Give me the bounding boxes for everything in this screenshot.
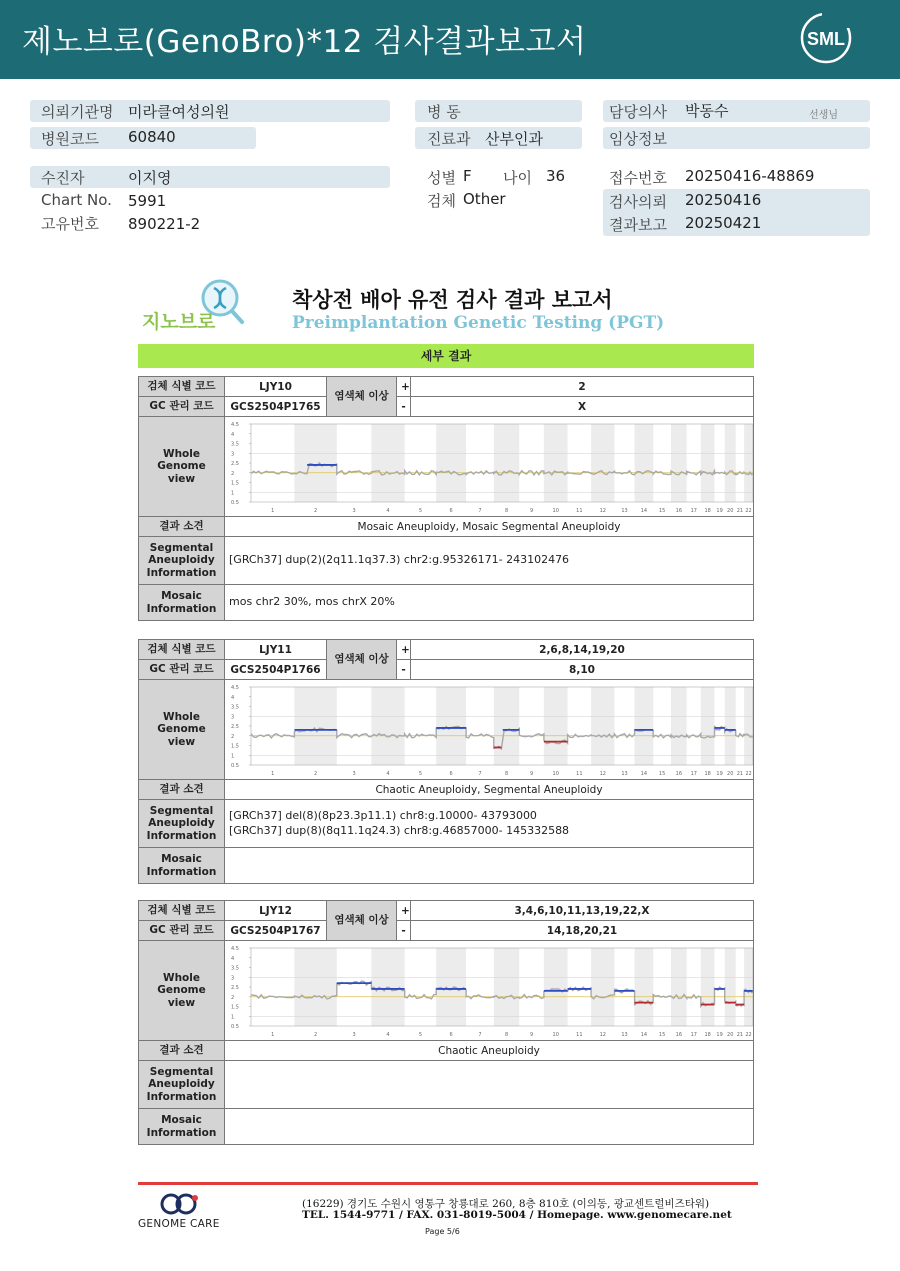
x-tick-label: 21 [736,770,744,777]
x-tick-label: 16 [675,770,683,777]
y-tick-label: 2 [231,470,235,477]
y-tick-label: 3.5 [231,441,239,447]
y-tick-label: 4.5 [231,945,239,952]
chromosome-band [671,687,687,765]
findings-label: 결과 소견 [139,780,225,800]
gain-sign: + [397,640,411,660]
x-tick-label: 15 [658,770,666,777]
doctor-value: 박동수 [685,102,729,120]
genome-chart [229,683,753,777]
chromosome-band [436,424,466,502]
x-tick-label: 10 [552,770,559,777]
y-tick-label: 4 [231,694,235,701]
chromosome-band [494,424,519,502]
doctor-suffix: 선생님 [809,110,838,121]
gc-code-label: GC 관리 코드 [139,397,225,417]
x-tick-label: 19 [716,770,723,777]
specimen-code-value: LJY12 [225,901,327,921]
whole-genome-view-label: Whole Genome view [139,680,225,780]
section-detail-results: 세부 결과 [138,344,754,368]
chromosome-band [591,948,614,1026]
chromosome-band [635,948,654,1026]
report-title: 제노브로(GenoBro)*12 검사결과보고서 [22,24,587,60]
x-tick-label: 11 [576,507,583,514]
loss-chromosomes: 14,18,20,21 [411,921,754,941]
x-tick-label: 4 [386,507,390,514]
footer-contact: TEL. 1544-9771 / FAX. 031-8019-5004 / Homepage. www.genomecare.net [302,1209,732,1221]
hospital-code-label: 병원코드 [41,130,99,148]
chromosome-band [544,424,568,502]
specimen-value: Other [463,190,506,208]
mosaic-information-value [225,848,754,884]
y-tick-label: 4 [231,955,235,962]
chromosome-band [725,948,736,1026]
gain-chromosomes: 3,4,6,10,11,13,19,22,X [411,901,754,921]
findings-value: Mosaic Aneuploidy, Mosaic Segmental Aneuploidy [225,517,754,537]
x-tick-label: 13 [621,507,628,514]
gain-chromosomes: 2,6,8,14,19,20 [411,640,754,660]
y-tick-label: 1.5 [231,743,239,749]
x-tick-label: 5 [418,507,423,514]
x-tick-label: 18 [704,1031,711,1038]
whole-genome-view-label: Whole Genome view [139,417,225,517]
x-tick-label: 18 [704,770,711,777]
y-tick-label: 2 [231,733,235,740]
chromosome-band [494,948,519,1026]
loss-chromosomes: 8,10 [411,660,754,680]
chromosome-band [544,687,568,765]
chromosome-band [701,424,715,502]
y-tick-label: 2.5 [231,460,239,467]
gc-code-value: GCS2504P1767 [225,921,327,941]
x-tick-label: 22 [745,770,752,777]
x-tick-label: 1 [271,507,275,514]
y-tick-label: 1 [231,489,235,496]
x-tick-label: 18 [704,507,711,514]
whole-genome-view-label: Whole Genome view [139,941,225,1041]
x-tick-label: 22 [745,507,752,514]
x-tick-label: 9 [529,1031,534,1038]
specimen-code-label: 검체 식별 코드 [139,640,225,660]
specimen-code-value: LJY10 [225,377,327,397]
x-tick-label: 10 [552,1031,559,1038]
y-tick-label: 1 [231,1013,235,1020]
institution-value: 미라클여성의원 [128,103,230,121]
x-tick-label: 12 [599,1031,607,1038]
unique-no-label: 고유번호 [41,215,99,233]
x-tick-label: 2 [314,770,318,777]
chromosome-band [701,948,715,1026]
institution-label: 의뢰기관명 [41,103,114,121]
receipt-value: 20250416-48869 [685,167,815,185]
chromosome-band [591,687,614,765]
mosaic-information-label: Mosaic Information [139,585,225,621]
findings-value: Chaotic Aneuploidy, Segmental Aneuploidy [225,780,754,800]
chromosome-band [671,424,687,502]
x-tick-label: 13 [621,770,628,777]
segmental-aneuploidy-value [225,1061,754,1109]
chromosome-band [744,687,753,765]
segmental-aneuploidy-value: [GRCh37] dup(2)(2q11.1q37.3) chr2:g.95326171- 243102476 [225,537,754,585]
x-tick-label: 12 [599,770,607,777]
sample-block-ljy11 [138,639,754,884]
sex-label: 성별 [427,169,456,187]
segmental-aneuploidy-value: [GRCh37] del(8)(8p23.3p11.1) chr8:g.10000- 43793000 [GRCh37] dup(8)(8q11.1q24.3) chr8:g.46857000- 145332588 [225,800,754,848]
chromosome-band [744,424,753,502]
y-tick-label: 4.5 [231,421,239,428]
x-tick-label: 2 [314,507,318,514]
findings-label: 결과 소견 [139,517,225,537]
x-tick-label: 7 [478,1031,482,1038]
x-tick-label: 7 [478,507,482,514]
unique-no-value: 890221-2 [128,215,201,233]
y-tick-label: 0.5 [231,499,239,506]
x-tick-label: 10 [552,507,559,514]
x-tick-label: 17 [690,770,697,777]
hospital-code-value: 60840 [128,128,176,146]
x-tick-label: 14 [640,770,648,777]
chromosome-band [371,687,404,765]
mosaic-information-value: mos chr2 30%, mos chrX 20% [225,585,754,621]
pgt-title-english: Preimplantation Genetic Testing (PGT) [292,313,665,333]
x-tick-label: 2 [314,1031,318,1038]
chromosome-band [436,687,466,765]
x-tick-label: 6 [449,770,453,777]
y-tick-label: 1.5 [231,480,239,486]
chromosome-abnormality-label: 염색체 이상 [327,640,397,680]
chromosome-band [635,687,654,765]
footer-divider [138,1182,758,1185]
specimen-code-label: 검체 식별 코드 [139,901,225,921]
doctor-label: 담당의사 [609,103,667,121]
age-value: 36 [546,167,566,185]
specimen-label: 검체 [427,192,456,210]
chart-no-label: Chart No. [41,191,112,209]
x-tick-label: 14 [640,1031,648,1038]
report-date-label: 결과보고 [609,216,667,234]
x-tick-label: 4 [386,1031,390,1038]
gc-code-label: GC 관리 코드 [139,660,225,680]
segmental-aneuploidy-label: Segmental Aneuploidy Information [139,1061,225,1109]
dept-value: 산부인과 [485,130,543,148]
gc-code-label: GC 관리 코드 [139,921,225,941]
dept-label: 진료과 [427,130,471,148]
findings-value: Chaotic Aneuploidy [225,1041,754,1061]
x-tick-label: 20 [727,770,734,777]
x-tick-label: 9 [529,770,534,777]
specimen-code-value: LJY11 [225,640,327,660]
x-tick-label: 6 [449,507,453,514]
age-label: 나이 [503,169,532,187]
y-tick-label: 2 [231,994,235,1001]
chromosome-band [725,424,736,502]
genome-chart [229,420,753,514]
y-tick-label: 1 [231,752,235,759]
x-tick-label: 17 [690,507,697,514]
x-tick-label: 1 [271,770,275,777]
y-tick-label: 2.5 [231,984,239,991]
genome-chart [229,944,753,1038]
sml-logo [800,12,852,64]
gc-code-value: GCS2504P1765 [225,397,327,417]
x-tick-label: 21 [736,507,744,514]
x-tick-label: 8 [504,770,509,777]
footer-address: (16229) 경기도 수원시 영통구 창룡대로 260, 8층 810호 (이의동, 광교센트럴비즈타워) [302,1198,710,1210]
x-tick-label: 21 [736,1031,744,1038]
gain-sign: + [397,901,411,921]
chromosome-band [744,948,753,1026]
x-tick-label: 20 [727,507,734,514]
report-date-value: 20250421 [685,214,762,232]
genobro-logo-text: 지노브로 [142,311,216,333]
x-tick-label: 19 [716,1031,723,1038]
y-tick-label: 0.5 [231,1023,239,1030]
loss-sign: - [397,660,411,680]
chromosome-band [701,687,715,765]
x-tick-label: 19 [716,507,723,514]
loss-chromosomes: X [411,397,754,417]
chromosome-band [294,948,336,1026]
x-tick-label: 16 [675,1031,683,1038]
loss-sign: - [397,397,411,417]
chromosome-band [294,687,336,765]
request-date-label: 검사의뢰 [609,193,667,211]
chromosome-band [371,424,404,502]
x-tick-label: 15 [658,507,666,514]
gc-code-value: GCS2504P1766 [225,660,327,680]
receipt-label: 접수번호 [609,169,667,187]
y-tick-label: 2.5 [231,723,239,730]
sex-value: F [463,167,472,185]
y-tick-label: 3 [231,713,235,720]
mosaic-information-value [225,1109,754,1145]
y-tick-label: 3.5 [231,965,239,971]
chromosome-band [725,687,736,765]
x-tick-label: 9 [529,507,534,514]
loss-sign: - [397,921,411,941]
x-tick-label: 5 [418,1031,423,1038]
x-tick-label: 7 [478,770,482,777]
y-tick-label: 0.5 [231,762,239,769]
y-tick-label: 4.5 [231,684,239,691]
x-tick-label: 14 [640,507,648,514]
mosaic-information-label: Mosaic Information [139,848,225,884]
chromosome-band [494,687,519,765]
chromosome-abnormality-label: 염색체 이상 [327,377,397,417]
segmental-aneuploidy-label: Segmental Aneuploidy Information [139,800,225,848]
ward-label: 병 동 [427,103,461,121]
y-tick-label: 3 [231,450,235,457]
pgt-title-korean: 착상전 배아 유전 검사 결과 보고서 [292,288,613,312]
x-tick-label: 20 [727,1031,734,1038]
x-tick-label: 15 [658,1031,666,1038]
x-tick-label: 16 [675,507,683,514]
y-tick-label: 3 [231,974,235,981]
x-tick-label: 6 [449,1031,453,1038]
y-tick-label: 1.5 [231,1004,239,1010]
segmental-aneuploidy-label: Segmental Aneuploidy Information [139,537,225,585]
x-tick-label: 5 [418,770,423,777]
patient-name-value: 이지영 [128,169,172,187]
page-number: Page 5/6 [425,1227,460,1236]
sample-block-ljy10 [138,376,754,621]
x-tick-label: 13 [621,1031,628,1038]
chromosome-band [294,424,336,502]
x-tick-label: 12 [599,507,607,514]
specimen-code-label: 검체 식별 코드 [139,377,225,397]
mosaic-information-label: Mosaic Information [139,1109,225,1145]
chromosome-band [671,948,687,1026]
gain-sign: + [397,377,411,397]
x-tick-label: 11 [576,770,583,777]
x-tick-label: 1 [271,1031,275,1038]
x-tick-label: 11 [576,1031,583,1038]
clinical-info-label: 임상정보 [609,130,667,148]
chart-no-value: 5991 [128,192,167,210]
y-tick-label: 4 [231,431,235,438]
x-tick-label: 3 [352,1031,356,1038]
chromosome-band [544,948,568,1026]
x-tick-label: 3 [352,770,356,777]
x-tick-label: 8 [504,1031,509,1038]
x-tick-label: 4 [386,770,390,777]
x-tick-label: 8 [504,507,509,514]
gain-chromosomes: 2 [411,377,754,397]
x-tick-label: 17 [690,1031,697,1038]
patient-name-label: 수진자 [41,169,85,187]
chromosome-band [591,424,614,502]
sml-logo-text: SML [807,29,845,49]
genobro-logo [140,274,250,334]
findings-label: 결과 소견 [139,1041,225,1061]
y-tick-label: 3.5 [231,704,239,710]
genome-care-name: GENOME CARE [138,1218,220,1230]
x-tick-label: 22 [745,1031,752,1038]
x-tick-label: 3 [352,507,356,514]
chromosome-abnormality-label: 염색체 이상 [327,901,397,941]
request-date-value: 20250416 [685,191,762,209]
chromosome-band [635,424,654,502]
sample-block-ljy12 [138,900,754,1145]
